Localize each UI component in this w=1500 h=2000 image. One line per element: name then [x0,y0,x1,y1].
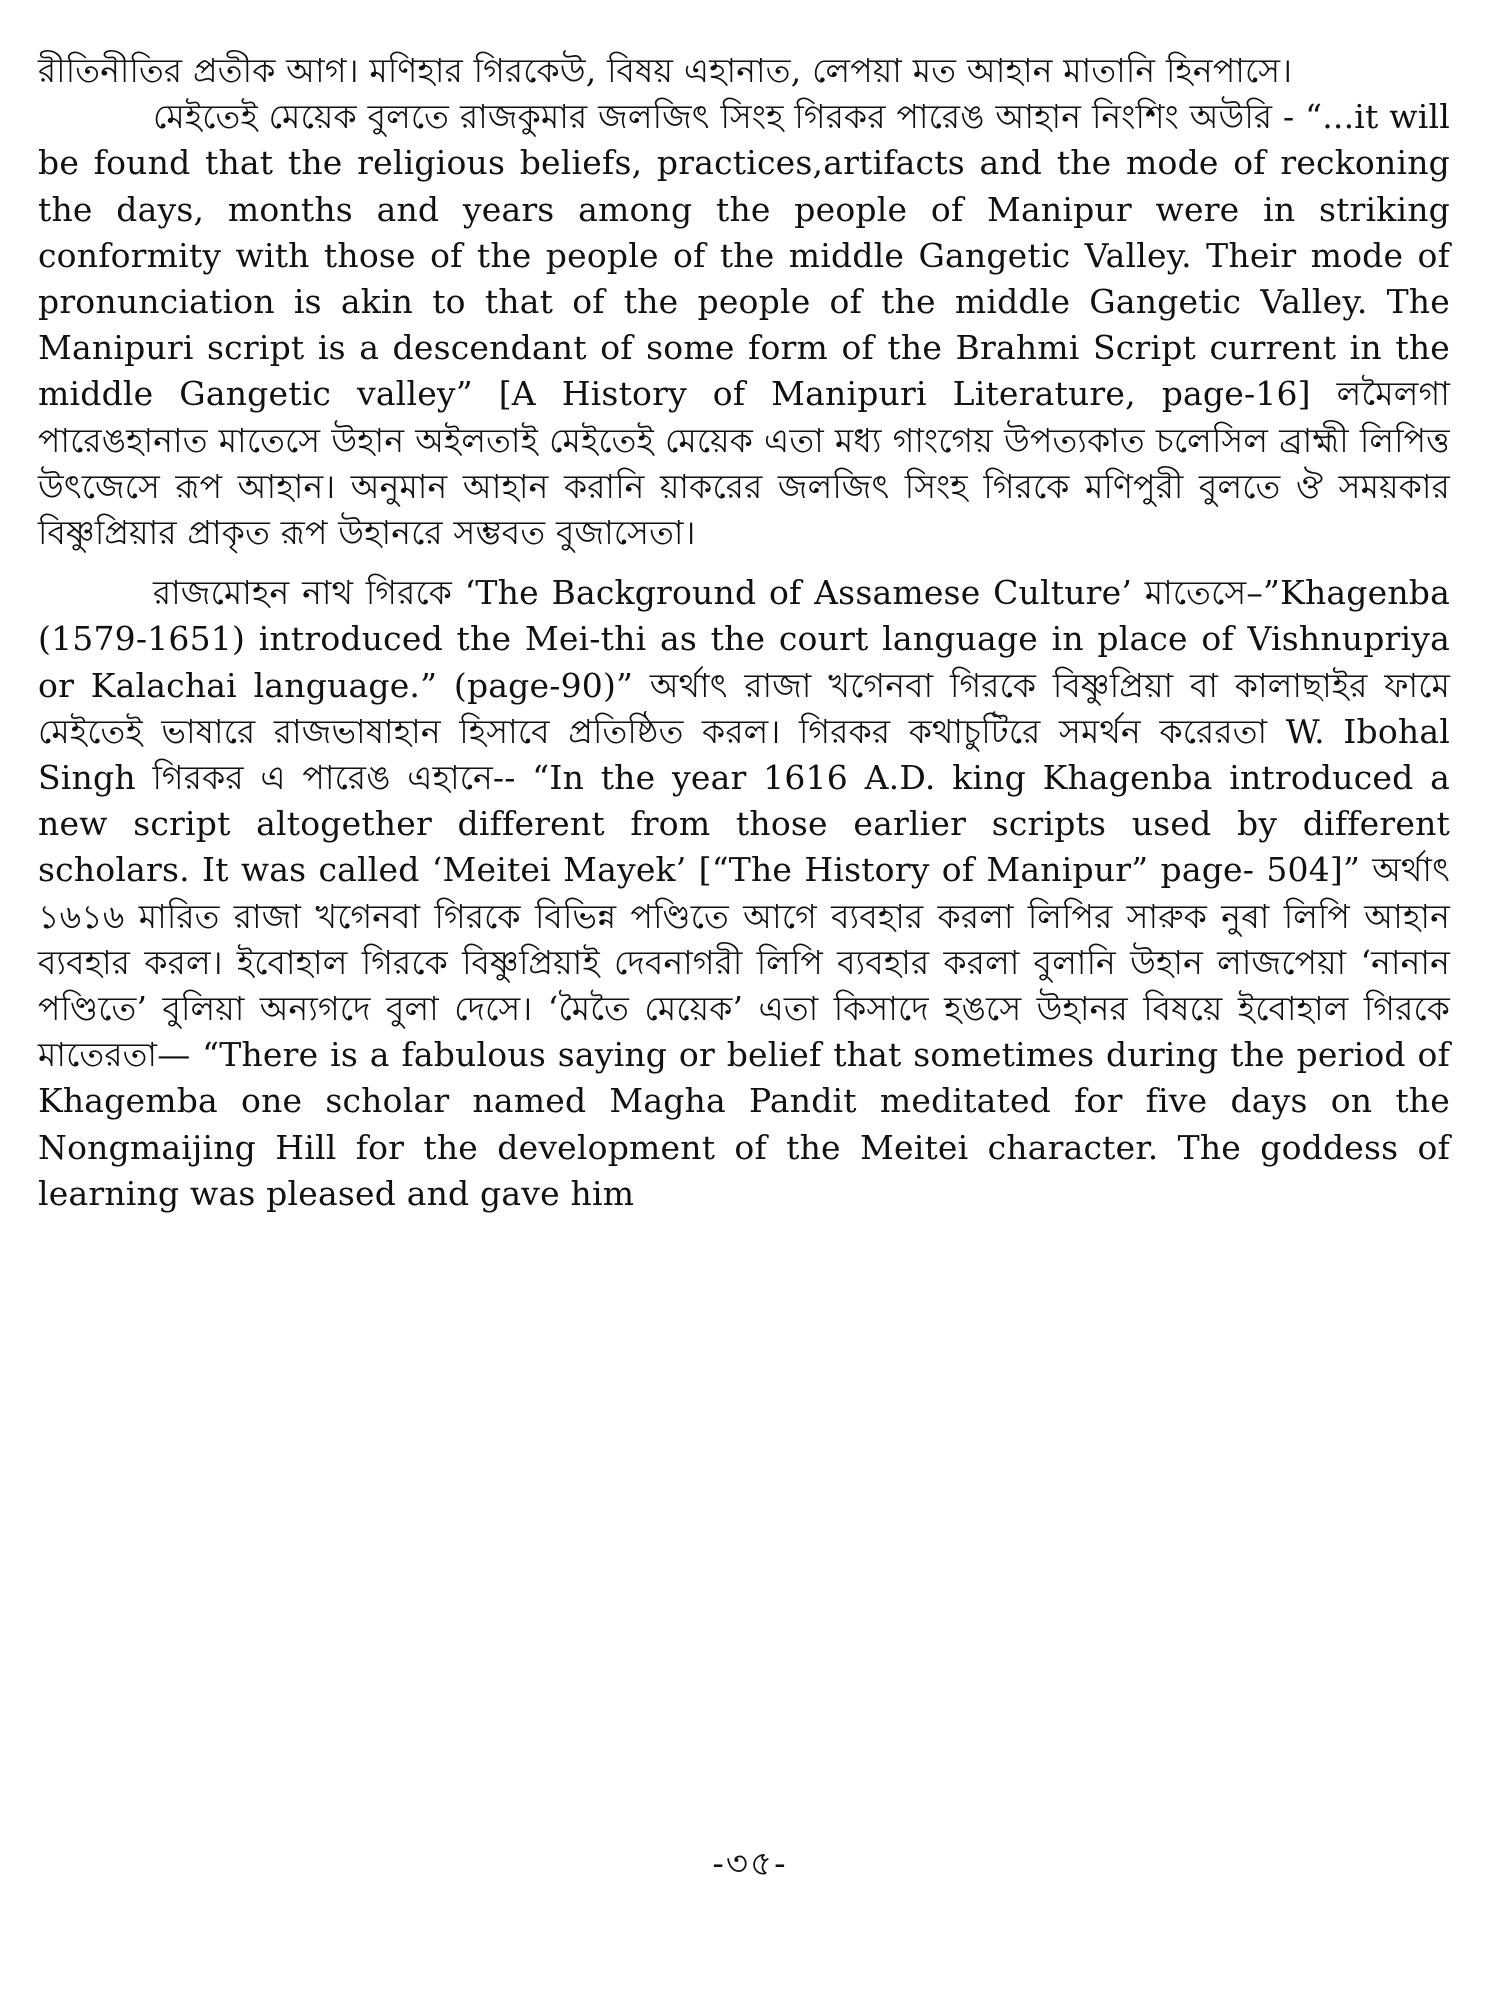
page-number: -৩৫- [712,1844,788,1884]
paragraph-rajmohan-nath-quote: রাজমোহন নাথ গিরকে ‘The Background of Assamese Culture’ মাতেসে–”Khagenba (1579-1651) introduced the Mei-thi as the court language in place of Vishnupriya or Kalachai language.” (page-90)” অর্থাৎ রাজা খগেনবা গিরকে বিষ্ণুপ্রিয়া বা কালাছাইর ফামে মেইতেই ভাষারে রাজভাষাহান হিসাবে প্রতিষ্ঠিত করল। গিরকর কথাচুটিরে সমর্থন করেরতা W. Ibohal Singh গিরকর এ পারেঙ এহানে-- “In the year 1616 A.D. king Khagenba introduced a new script altogether different from those earlier scripts used by different scholars. It was called ‘Meitei Mayek’ [“The History of Manipur” page- 504]” অর্থাৎ ১৬১৬ মারিত রাজা খগেনবা গিরকে বিভিন্ন পণ্ডিতে আগে ব্যবহার করলা লিপির সারুক নুৰা লিপি আহান ব্যবহার করল। ইবোহাল গিরকে বিষ্ণুপ্রিয়াই দেবনাগরী লিপি ব্যবহার করলা বুলানি উহান লাজপেয়া ‘নানান পণ্ডিতে’ বুলিয়া অন্যগদে বুলা দেসে। ‘মৈতৈ মেয়েক’ এতা কিসাদে হঙসে উহানর বিষয়ে ইবোহাল গিরকে মাতেরতা— “There is a fabulous saying or belief that sometimes during the period of Khagemba one scholar named Magha Pandit meditated for five days on the Nongmaijing Hill for the development of the Meitei character. The goddess of learning was pleased and gave him [38,573,1450,1213]
body-text [38,48,1450,1217]
paragraph-continued: রীতিনীতির প্রতীক আগ। মণিহার গিরকেউ, বিষয় এহানাত, লেপয়া মত আহান মাতানি হিনপাসে। [38,51,1293,90]
paragraph-jaljit-singh-quote: মেইতেই মেয়েক বুলতে রাজকুমার জলজিৎ সিংহ গিরকর পারেঙ আহান নিংশিং অউরি - “...it will be found that the religious beliefs, practices,artifacts and the mode of reckoning the days, months and years among the people of Manipur were in striking conformity with those of the people of the middle Gangetic Valley. Their mode of pronunciation is akin to that of the people of the middle Gangetic Valley. The Manipuri script is a descendant of some form of the Brahmi Script current in the middle Gangetic valley” [A History of Manipuri Literature, page-16] লমৈলগা পারেঙহানাত মাতেসে উহান অইলতাই মেইতেই মেয়েক এতা মধ্য গাংগেয় উপত্যকাত চলেসিল ব্রাহ্মী লিপিত্ত উৎজেসে রূপ আহান। অনুমান আহান করানি য়াকরের জলজিৎ সিংহ গিরকে মণিপুরী বুলতে ঔ সময়কার বিষ্ণুপ্রিয়ার প্রাকৃত রূপ উহানরে সম্ভবত বুজাসেতা। [38,97,1450,553]
